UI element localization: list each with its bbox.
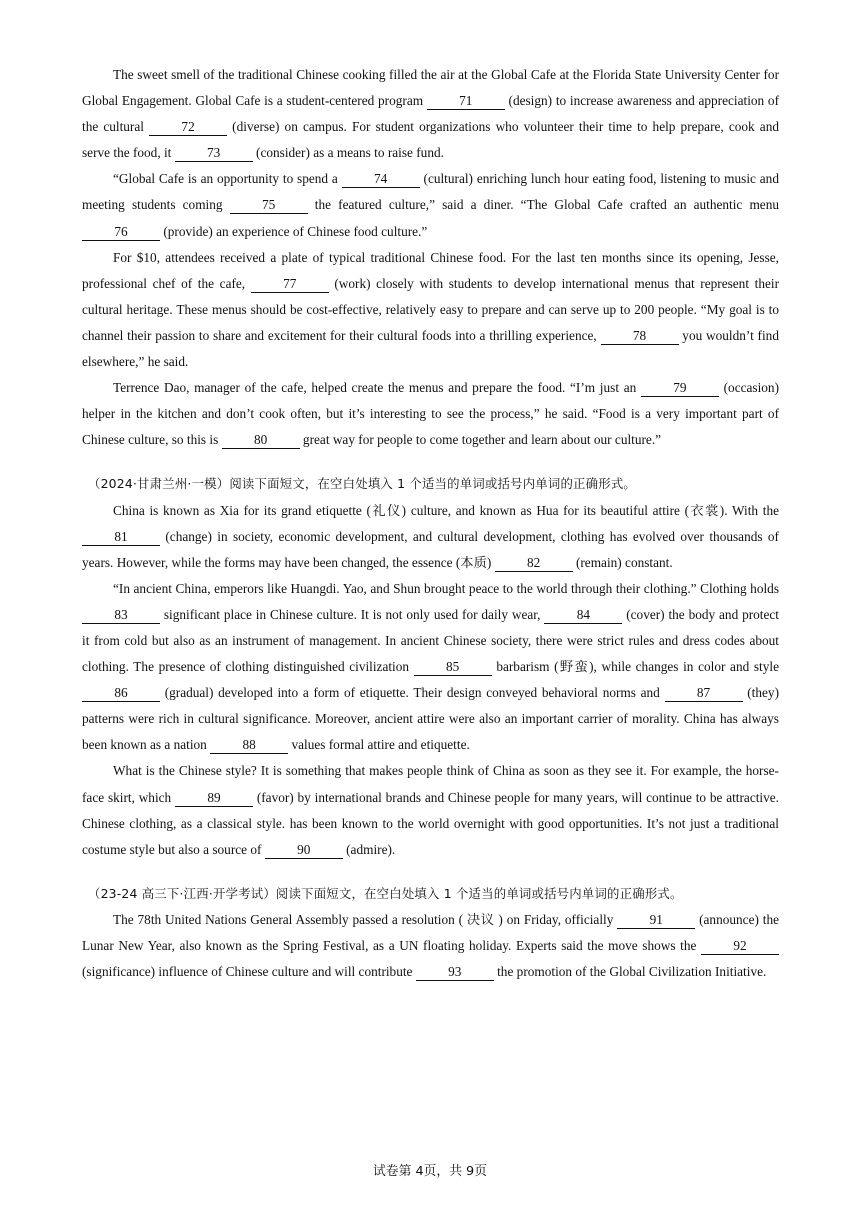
answer-blank-71: 71	[427, 93, 505, 110]
paragraph: The sweet smell of the traditional Chinese cooking filled the air at the Global Cafe at the Florida State University Center for Global Engagement. Global Cafe is a student-centered program 71 (design) to increase awareness and appreciation of the cultural 72 (diverse) on campus. For student organizations who volunteer their time to help prepare, cook and serve the food, it 73 (consider) as a means to raise fund.	[82, 67, 779, 161]
page-footer: 试卷第 4页，共 9页	[373, 1164, 487, 1179]
paragraph: For $10, attendees received a plate of typical traditional Chinese food. For the last ten months since its opening, Jesse, professional chef of the cafe, 77 (work) closely with students to develop international menus that represent their cultural heritage. These menus should be cost-effective, relatively easy to prepare and can serve up to 200 people. “My goal is to channel their passion to share and excitement for their cultural foods into a thrilling experience, 78 you wouldn’t find elsewhere,” he said.	[82, 249, 779, 370]
paragraph: “Global Cafe is an opportunity to spend a 74 (cultural) enriching lunch hour eating food, listening to music and meeting students coming 75 the featured culture,” said a diner. “The Global Cafe crafted an authentic menu 76 (provide) an experience of Chinese food culture.”	[82, 171, 779, 239]
paragraph: Terrence Dao, manager of the cafe, helped create the menus and prepare the food. “I’m just an 79 (occasion) helper in the kitchen and don’t cook often, but it’s interesting to see the process,” he said. “Food is a very important part of Chinese culture, so this is 80 great way for people to come together and learn about our culture.”	[82, 380, 779, 448]
answer-blank-84: 84	[544, 607, 622, 624]
answer-blank-86: 86	[82, 685, 160, 702]
paragraph: What is the Chinese style? It is something that makes people think of China as soon as they see it. For example, the horse-face skirt, which 89 (favor) by international brands and Chinese people for many years, will continue to be attractive. Chinese clothing, as a classical style. has been known to the world overnight with good opportunities. It’s not just a traditional costume style but also a source of 90 (admire).	[82, 763, 779, 857]
answer-blank-85: 85	[414, 659, 492, 676]
answer-blank-88: 88	[210, 737, 288, 754]
answer-blank-76: 76	[82, 224, 160, 241]
answer-blank-90: 90	[265, 842, 343, 859]
paragraph: The 78th United Nations General Assembly passed a resolution ( 决议 ) on Friday, officially 91 (announce) the Lunar New Year, also known as the Spring Festival, as a UN floating holiday. Experts said the move shows the 92 (significance) influence of Chinese culture and will contribute 93 the promotion of the Global Civilization Initiative.	[82, 911, 779, 980]
answer-blank-73: 73	[175, 145, 253, 162]
answer-blank-92: 92	[701, 938, 779, 955]
answer-blank-79: 79	[641, 380, 719, 397]
answer-blank-82: 82	[495, 555, 573, 572]
answer-blank-87: 87	[665, 685, 743, 702]
answer-blank-80: 80	[222, 432, 300, 449]
answer-blank-91: 91	[617, 912, 695, 929]
section-heading: （23-24 高三下·江西·开学考试）阅读下面短文，在空白处填入 1 个适当的单词或括号内单词的正确形式。	[88, 885, 683, 901]
answer-blank-78: 78	[601, 328, 679, 345]
answer-blank-93: 93	[416, 964, 494, 981]
answer-blank-77: 77	[251, 276, 329, 293]
paragraph: “In ancient China, emperors like Huangdi. Yao, and Shun brought peace to the world through their clothing.” Clothing holds 83 significant place in Chinese culture. It is not only used for daily wear, 84 (cover) the body and protect it from cold but also as an instrument of management. In ancient Chinese society, there were strict rules and dress codes about clothing. The presence of clothing distinguished civilization 85 barbarism (野蛮), while changes in color and style 86 (gradual) developed into a form of etiquette. Their design conveyed behavioral norms and 87 (they) patterns were rich in cultural significance. Moreover, ancient attire were also an important carrier of morality. China has always been known as a nation 88 values formal attire and etiquette.	[82, 580, 779, 753]
document-page	[82, 62, 779, 985]
answer-blank-75: 75	[230, 197, 308, 214]
answer-blank-74: 74	[342, 171, 420, 188]
answer-blank-89: 89	[175, 790, 253, 807]
paragraph: China is known as Xia for its grand etiquette (礼仪) culture, and known as Hua for its beautiful attire (衣裳). With the 81 (change) in society, economic development, and cultural development, clothing has evolved over thousands of years. However, while the forms may have been changed, the essence (本质) 82 (remain) constant.	[82, 502, 779, 570]
section-heading: （2024·甘肃兰州·一模）阅读下面短文，在空白处填入 1 个适当的单词或括号内单词的正确形式。	[88, 476, 637, 492]
answer-blank-83: 83	[82, 607, 160, 624]
answer-blank-72: 72	[149, 119, 227, 136]
answer-blank-81: 81	[82, 529, 160, 546]
